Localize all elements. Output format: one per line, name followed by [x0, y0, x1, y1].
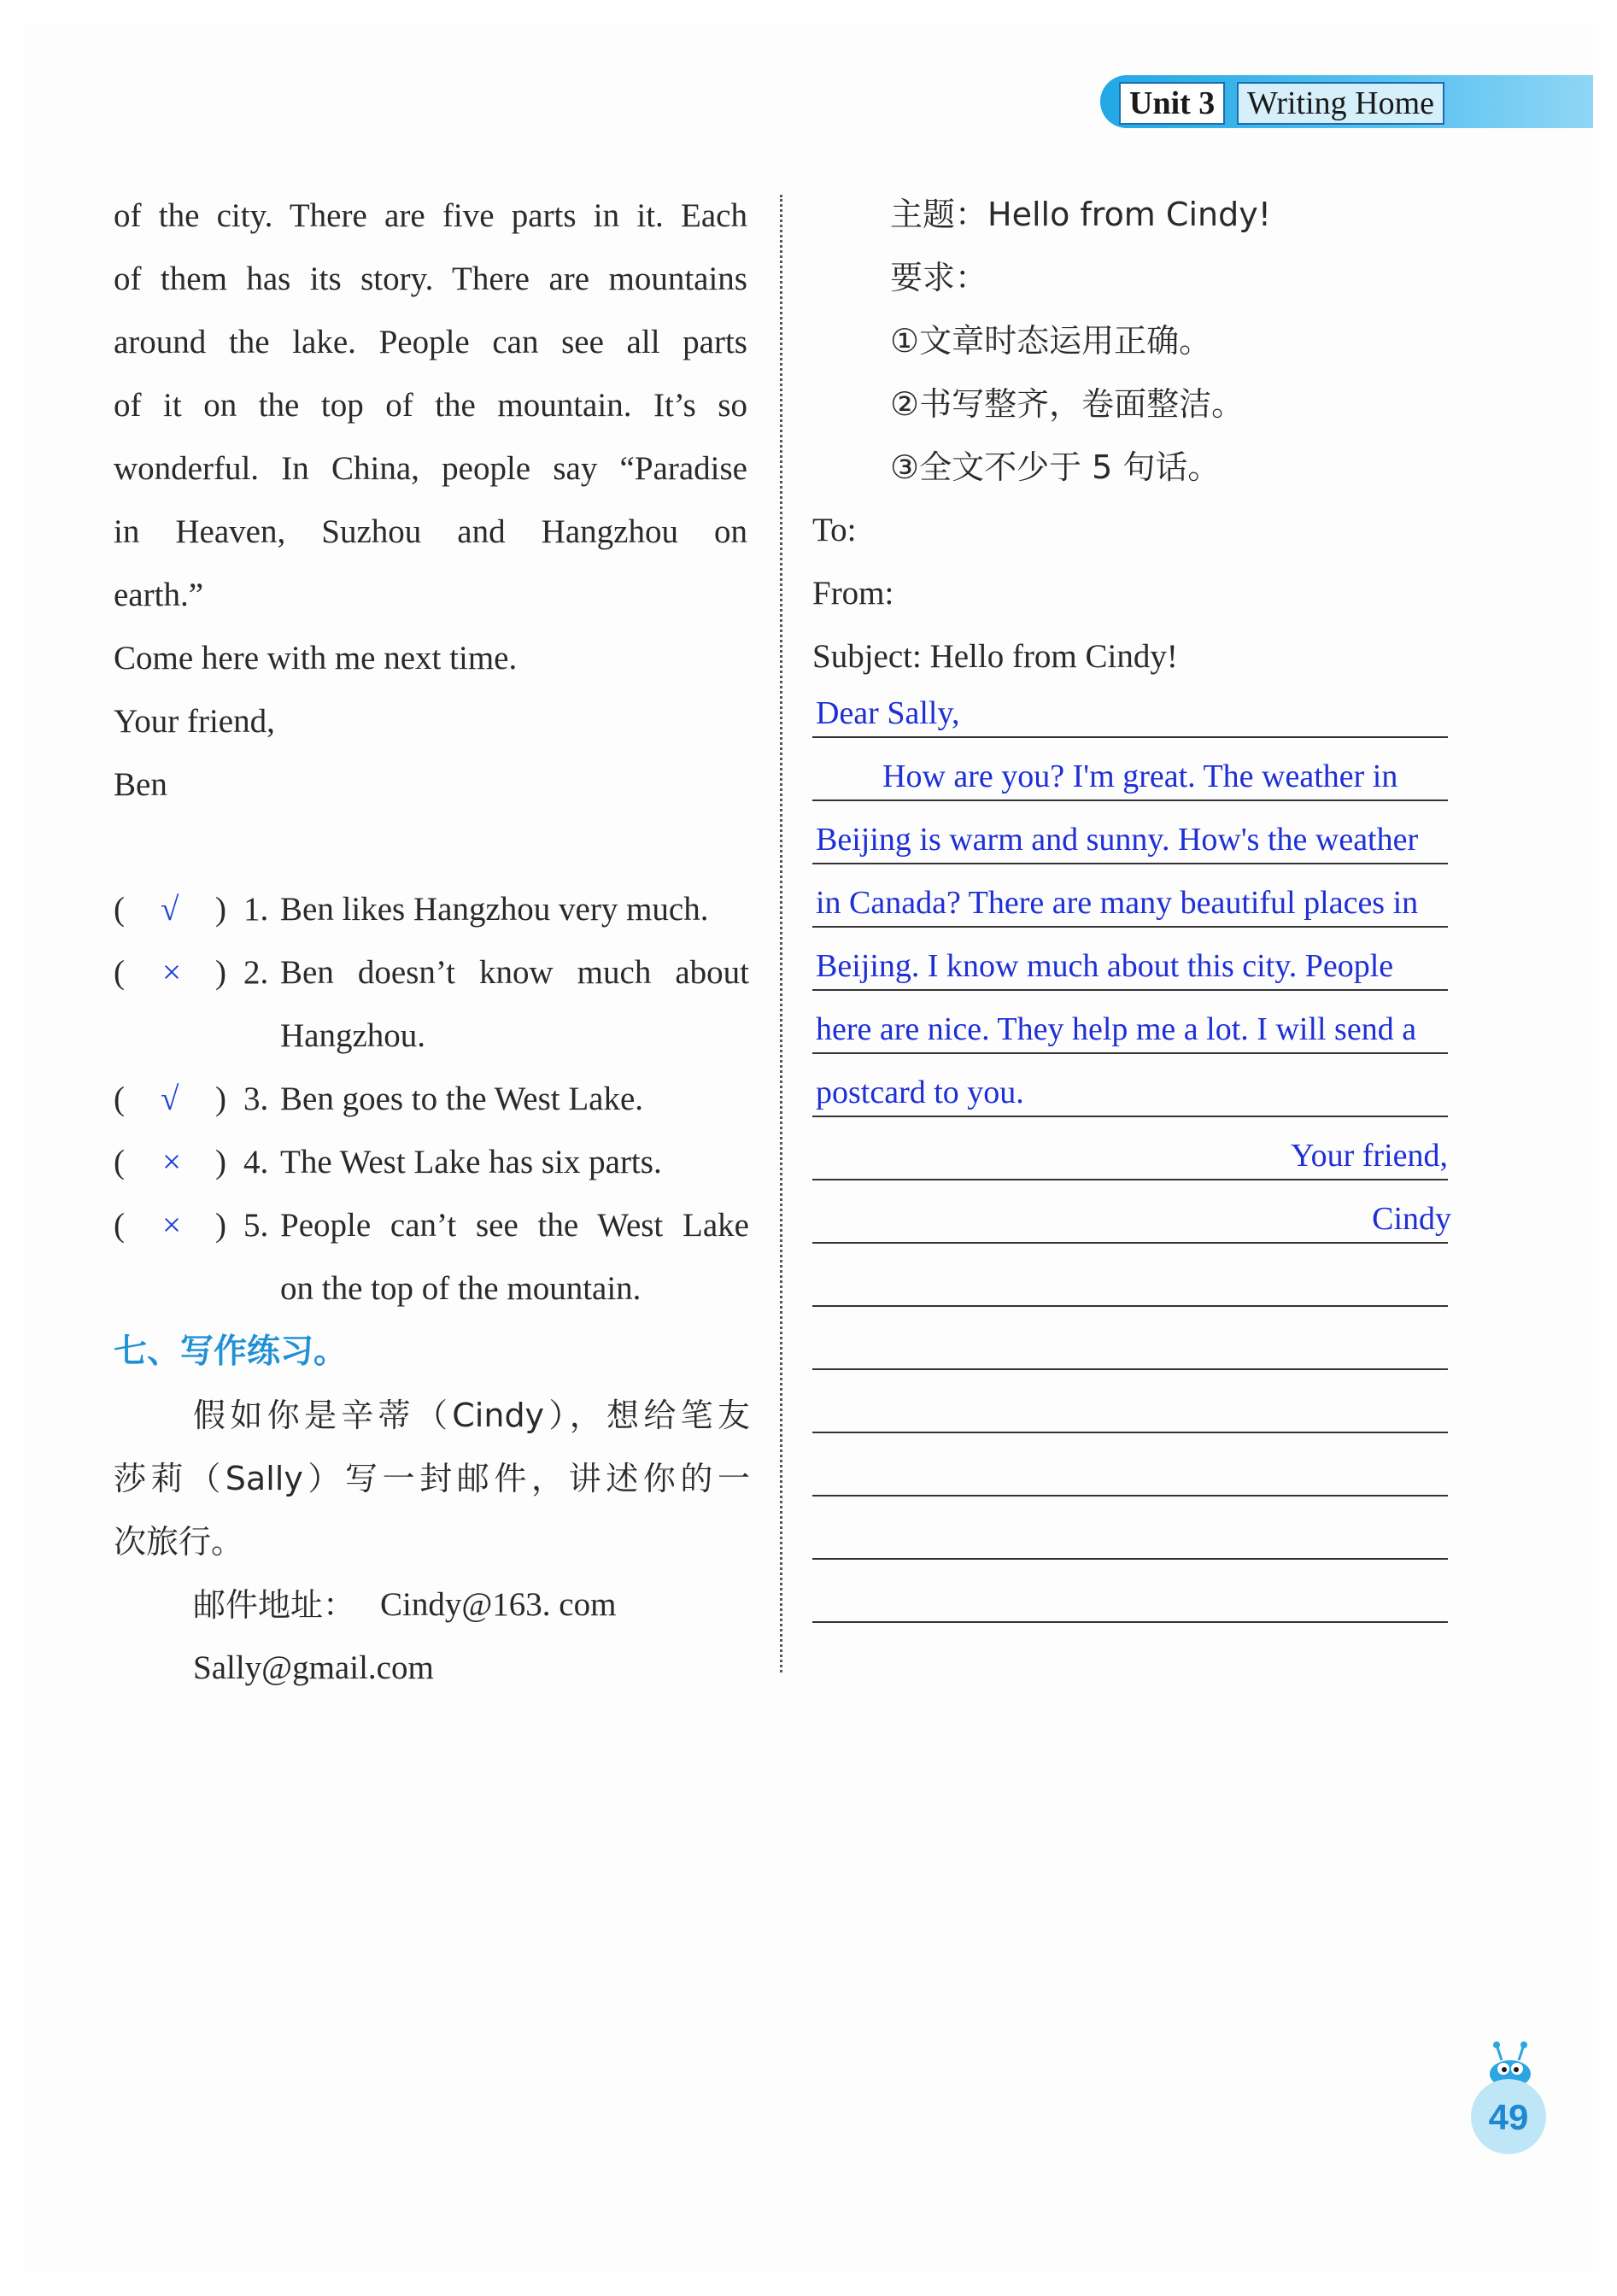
task-line: 次旅行。: [114, 1523, 244, 1561]
answer-line: Beijing. I know much about this city. People: [816, 948, 1394, 984]
answer-sign-off: Your friend,: [1290, 1138, 1448, 1174]
unit-title: Writing Home: [1237, 82, 1444, 125]
passage-line: earth.”: [114, 577, 204, 613]
requirement-item: ③全文不少于 5 句话。: [890, 448, 1221, 486]
answer-line: postcard to you.: [816, 1075, 1024, 1110]
passage-line: of the city. There are five parts in it. Each: [114, 197, 747, 234]
question-text-continued: on the top of the mountain.: [280, 1270, 642, 1307]
answer-signature: Cindy: [1372, 1201, 1451, 1237]
passage-line: in Heaven, Suzhou and Hangzhou on: [114, 513, 747, 550]
email-to: Sally@gmail.com: [193, 1649, 434, 1686]
topic-label: 主题：Hello from Cindy!: [890, 196, 1271, 233]
page-number: 49: [1471, 2079, 1546, 2154]
passage-line: of it on the top of the mountain. It’s so: [114, 387, 747, 424]
passage-line: wonderful. In China, people say “Paradise: [114, 450, 747, 487]
answer-line: in Canada? There are many beautiful places in: [816, 885, 1419, 921]
close-paren: ): [215, 891, 226, 928]
answer-line: How are you? I'm great. The weather in: [882, 758, 1398, 794]
ruled-line: [812, 1558, 1448, 1560]
question-text-continued: Hangzhou.: [280, 1017, 426, 1054]
passage-line: around the lake. People can see all parts: [114, 324, 747, 360]
ruled-line: [812, 736, 1448, 738]
question-number: 4.: [243, 1144, 269, 1180]
open-paren: (: [114, 954, 125, 991]
open-paren: (: [114, 1081, 125, 1117]
answer-mark: ×: [162, 1207, 181, 1244]
answer-mark: √: [161, 891, 179, 928]
from-label: From:: [812, 575, 894, 612]
ruled-line: [812, 1432, 1448, 1433]
answer-line: here are nice. They help me a lot. I will send a: [816, 1011, 1417, 1047]
close-paren: ): [215, 1081, 226, 1117]
answer-line: Dear Sally,: [816, 695, 960, 731]
requirements-label: 要求：: [890, 259, 988, 296]
question-text: Ben goes to the West Lake.: [280, 1081, 644, 1117]
question-text: The West Lake has six parts.: [280, 1144, 662, 1180]
close-paren: ): [215, 1144, 226, 1180]
answer-mark: √: [161, 1081, 179, 1117]
subject-label: Subject: Hello from Cindy!: [812, 638, 1178, 675]
ruled-line: [812, 1179, 1448, 1180]
question-text: People can’t see the West Lake: [280, 1207, 749, 1244]
ruled-line: [812, 1368, 1448, 1370]
question-text: Ben doesn’t know much about: [280, 954, 749, 991]
answer-mark: ×: [162, 954, 181, 991]
passage-line: of them has its story. There are mountains: [114, 261, 747, 297]
ruled-line: [812, 1052, 1448, 1054]
ruled-line: [812, 863, 1448, 864]
email-from: Cindy@163. com: [380, 1586, 617, 1623]
ruled-line: [812, 1305, 1448, 1307]
question-number: 1.: [243, 891, 269, 928]
answer-line: Beijing is warm and sunny. How's the weather: [816, 822, 1419, 858]
passage-closing: Come here with me next time.: [114, 640, 518, 676]
ruled-line: [812, 1621, 1448, 1623]
task-line: 莎莉（Sally）写一封邮件，讲述你的一: [114, 1460, 750, 1497]
requirement-item: ②书写整齐，卷面整洁。: [890, 385, 1245, 423]
ruled-line: [812, 800, 1448, 801]
email-label: 邮件地址：: [193, 1586, 356, 1624]
close-paren: ): [215, 954, 226, 991]
question-number: 3.: [243, 1081, 269, 1117]
question-number: 5.: [243, 1207, 269, 1244]
ruled-line: [812, 926, 1448, 928]
to-label: To:: [812, 512, 857, 548]
column-divider: [780, 195, 782, 1672]
passage-signature: Ben: [114, 766, 167, 803]
task-line: 假如你是辛蒂（Cindy），想给笔友: [193, 1397, 750, 1434]
close-paren: ): [215, 1207, 226, 1244]
open-paren: (: [114, 1144, 125, 1180]
passage-sign-off: Your friend,: [114, 703, 275, 740]
open-paren: (: [114, 891, 125, 928]
ruled-line: [812, 1495, 1448, 1496]
open-paren: (: [114, 1207, 125, 1244]
requirement-item: ①文章时态运用正确。: [890, 322, 1212, 360]
question-text: Ben likes Hangzhou very much.: [280, 891, 709, 928]
ruled-line: [812, 989, 1448, 991]
section-heading: 七、写作练习。: [114, 1332, 348, 1371]
ruled-line: [812, 1116, 1448, 1117]
question-number: 2.: [243, 954, 269, 991]
answer-mark: ×: [162, 1144, 181, 1180]
ruled-line: [812, 1242, 1448, 1244]
unit-label: Unit 3: [1119, 82, 1225, 125]
